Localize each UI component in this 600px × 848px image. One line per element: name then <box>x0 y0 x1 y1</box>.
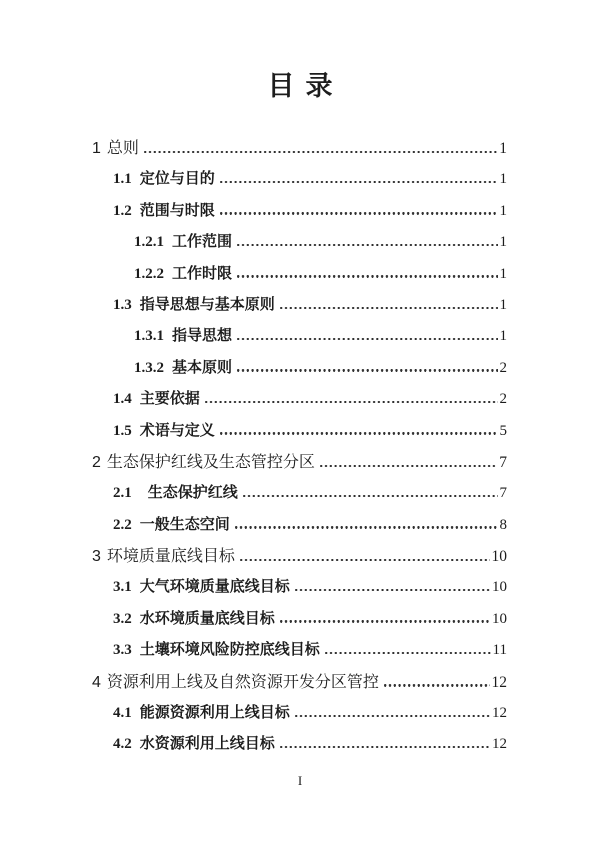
toc-entry-page: 10 <box>491 548 507 566</box>
toc-entry-number: 3.3 <box>113 642 132 659</box>
toc-entry-number: 3.1 <box>113 579 132 596</box>
toc-list <box>0 133 600 761</box>
dot-leader <box>237 275 497 277</box>
toc-entry-number: 1.2.1 <box>134 234 164 251</box>
toc-entry-page: 1 <box>499 234 507 251</box>
toc-entry-title: 资源利用上线及自然资源开发分区管控 <box>106 673 379 691</box>
toc-entry-number: 4.2 <box>113 736 132 753</box>
toc-entry-page: 7 <box>499 485 507 502</box>
toc-entry-page: 12 <box>492 736 507 753</box>
dot-leader <box>280 307 498 309</box>
toc-entry-page: 1 <box>499 202 507 219</box>
toc-entry-title: 水资源利用上线目标 <box>139 736 275 753</box>
toc-entry-title: 生态保护红线 <box>147 485 238 502</box>
toc-entry <box>0 572 600 603</box>
toc-entry-title: 指导思想 <box>172 328 233 345</box>
toc-entry <box>0 196 600 227</box>
toc-entry-page: 12 <box>492 705 507 722</box>
toc-entry-number: 1.5 <box>113 422 132 439</box>
toc-entry-title: 环境质量底线目标 <box>106 548 235 566</box>
toc-entry-page: 11 <box>492 642 507 659</box>
toc-entry <box>0 447 600 478</box>
toc-entry <box>0 321 600 352</box>
dot-leader <box>220 432 498 434</box>
toc-entry-number: 1.3 <box>113 296 132 313</box>
toc-entry <box>0 227 600 258</box>
toc-entry-title: 工作时限 <box>172 265 233 282</box>
toc-entry-title: 能源资源利用上线目标 <box>139 705 290 722</box>
toc-entry <box>0 541 600 572</box>
toc-entry <box>0 133 600 164</box>
toc-entry-page: 8 <box>499 516 507 533</box>
toc-entry-title: 术语与定义 <box>139 422 215 439</box>
dot-leader <box>384 684 490 686</box>
toc-entry-number: 1.1 <box>113 171 132 188</box>
toc-entry-number: 3 <box>92 548 101 566</box>
toc-entry-title: 水环境质量底线目标 <box>139 610 275 627</box>
dot-leader <box>243 495 498 497</box>
toc-entry <box>0 729 600 760</box>
toc-entry-title: 指导思想与基本原则 <box>139 296 275 313</box>
dot-leader <box>144 151 497 153</box>
toc-entry-page: 12 <box>491 673 507 691</box>
dot-leader <box>220 212 498 214</box>
toc-entry-title: 主要依据 <box>139 391 200 408</box>
toc-entry-number: 2 <box>92 453 101 471</box>
toc-entry-title: 一般生态空间 <box>139 516 230 533</box>
toc-entry <box>0 478 600 509</box>
toc-entry-number: 2.1 <box>113 485 132 502</box>
toc-entry-page: 7 <box>499 453 507 471</box>
toc-entry-title: 范围与时限 <box>139 202 215 219</box>
toc-entry-page: 2 <box>499 359 507 376</box>
dot-leader <box>295 715 490 717</box>
dot-leader <box>280 620 490 622</box>
toc-entry-number: 1.4 <box>113 391 132 408</box>
toc-entry-title: 定位与目的 <box>139 171 215 188</box>
toc-entry-title: 大气环境质量底线目标 <box>139 579 290 596</box>
page-title: 目录 <box>267 71 344 101</box>
dot-leader <box>240 559 490 561</box>
dot-leader <box>237 369 497 371</box>
toc-entry <box>0 259 600 290</box>
toc-entry-number: 1 <box>92 140 101 157</box>
toc-entry-page: 1 <box>499 296 507 313</box>
toc-entry-page: 5 <box>499 422 507 439</box>
toc-entry-page: 1 <box>499 140 507 157</box>
footer-page-number: I <box>297 773 303 788</box>
toc-entry-title: 总则 <box>106 140 139 157</box>
toc-entry-number: 1.2 <box>113 202 132 219</box>
toc-entry-number: 1.3.1 <box>134 328 164 345</box>
toc-entry <box>0 510 600 541</box>
toc-entry-number: 4 <box>92 673 101 691</box>
dot-leader <box>235 526 498 528</box>
toc-entry-number: 2.2 <box>113 516 132 533</box>
toc-entry <box>0 164 600 195</box>
toc-entry <box>0 635 600 666</box>
dot-leader <box>325 652 491 654</box>
toc-entry-title: 工作范围 <box>172 234 233 251</box>
toc-entry-number: 4.1 <box>113 705 132 722</box>
toc-entry-number: 1.2.2 <box>134 265 164 282</box>
toc-entry-page: 10 <box>492 610 507 627</box>
toc-entry-page: 10 <box>492 579 507 596</box>
toc-entry <box>0 698 600 729</box>
toc-entry-page: 1 <box>499 328 507 345</box>
toc-entry-page: 2 <box>499 391 507 408</box>
toc-entry <box>0 353 600 384</box>
toc-entry <box>0 290 600 321</box>
dot-leader <box>320 465 497 467</box>
toc-entry-page: 1 <box>499 171 507 188</box>
dot-leader <box>237 338 497 340</box>
dot-leader <box>295 589 490 591</box>
toc-entry <box>0 384 600 415</box>
dot-leader <box>220 181 498 183</box>
toc-entry <box>0 667 600 698</box>
toc-entry <box>0 416 600 447</box>
toc-entry-title: 土壤环境风险防控底线目标 <box>139 642 320 659</box>
toc-entry-number: 3.2 <box>113 610 132 627</box>
toc-entry-page: 1 <box>499 265 507 282</box>
dot-leader <box>237 244 497 246</box>
toc-entry-number: 1.3.2 <box>134 359 164 376</box>
dot-leader <box>205 401 498 403</box>
toc-entry-title: 基本原则 <box>172 359 233 376</box>
toc-entry <box>0 604 600 635</box>
dot-leader <box>280 746 490 748</box>
toc-entry-title: 生态保护红线及生态管控分区 <box>106 453 315 471</box>
